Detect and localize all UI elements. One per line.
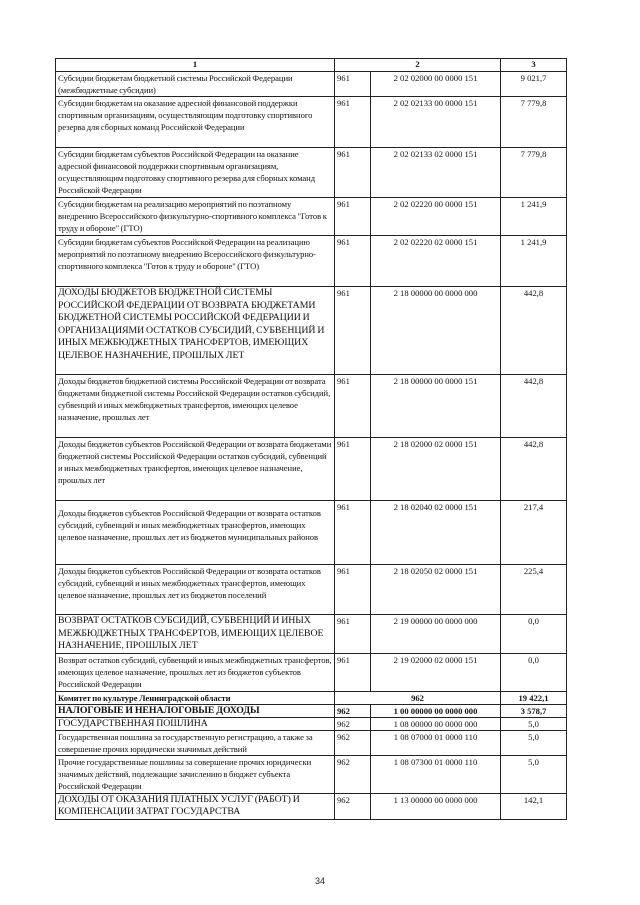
row-code: 2 18 02050 02 0000 151 (371, 565, 501, 615)
row-admin: 961 (335, 615, 371, 654)
row-admin: 961 (335, 287, 371, 375)
table-row (56, 717, 567, 730)
row-admin: 961 (335, 148, 371, 198)
row-amount: 5,0 (501, 755, 567, 793)
row-admin: 962 (335, 704, 371, 717)
row-code: 2 02 02220 00 0000 151 (371, 198, 501, 236)
table-row (56, 287, 567, 375)
table-row (56, 793, 567, 819)
row-amount: 7 779,8 (501, 97, 567, 148)
row-name: НАЛОГОВЫЕ И НЕНАЛОГОВЫЕ ДОХОДЫ (56, 704, 335, 717)
header-col-1: 1 (56, 59, 335, 72)
committee-name: Комитет по культуре Ленинградской области (56, 691, 335, 704)
row-amount: 0,0 (501, 653, 567, 691)
table-row (56, 148, 567, 198)
table-row (56, 375, 567, 438)
row-admin: 961 (335, 501, 371, 565)
row-name: Доходы бюджетов бюджетной системы Российской Федерации от возврата бюджетами бюджетной системы Российской Федерации остатков субсидий, субвенций и иных межбюджетных трансфертов, имеющих целевое назначение, прошлых лет (56, 375, 335, 438)
table-row (56, 615, 567, 654)
row-name: Субсидии бюджетам субъектов Российской Федерации на реализацию мероприятий по поэтапному внедрению Всероссийского физкультурно-спортивного комплекса "Готов к труду и обороне" (ГТО) (56, 236, 335, 287)
revenue-table (55, 58, 567, 820)
table-row (56, 704, 567, 717)
row-code: 2 02 02133 02 0000 151 (371, 148, 501, 198)
row-admin: 962 (335, 755, 371, 793)
row-code: 1 08 07300 01 0000 110 (371, 755, 501, 793)
row-code: 2 19 02000 02 0000 151 (371, 653, 501, 691)
row-code: 2 02 02000 00 0000 151 (371, 72, 501, 97)
row-amount: 3 578,7 (501, 704, 567, 717)
row-amount: 142,1 (501, 793, 567, 819)
table-row (56, 653, 567, 691)
row-name: Доходы бюджетов субъектов Российской Федерации от возврата остатков субсидий, субвенций и иных межбюджетных трансфертов, имеющих целевое назначение, прошлых лет из бюджетов поселений (56, 565, 335, 615)
row-amount: 442,8 (501, 287, 567, 375)
row-name: Субсидии бюджетам на оказание адресной финансовой поддержки спортивным организациям, осуществляющим подготовку спортивного резерва для сборных команд Российской Федерации (56, 97, 335, 148)
row-admin: 961 (335, 565, 371, 615)
row-admin: 961 (335, 97, 371, 148)
row-admin: 961 (335, 198, 371, 236)
header-col-2: 2 (335, 59, 501, 72)
row-code: 2 18 02000 02 0000 151 (371, 438, 501, 501)
table-header-row (56, 59, 567, 72)
row-admin: 961 (335, 72, 371, 97)
table-row (56, 236, 567, 287)
committee-admin: 962 (335, 691, 501, 704)
row-amount: 9 021,7 (501, 72, 567, 97)
table-row (56, 198, 567, 236)
page-number: 34 (314, 876, 325, 886)
row-admin: 961 (335, 375, 371, 438)
table-row (56, 438, 567, 501)
row-name: Государственная пошлина за государственную регистрацию, а также за совершение прочих юридически значимых действий (56, 730, 335, 755)
header-col-3: 3 (501, 59, 567, 72)
row-name: Доходы бюджетов субъектов Российской Федерации от возврата бюджетами бюджетной системы Российской Федерации остатков субсидий, субвенций и иных межбюджетных трансфертов, имеющих целевое назначение, прошлых лет (56, 438, 335, 501)
table-row (56, 97, 567, 148)
row-code: 2 02 02133 00 0000 151 (371, 97, 501, 148)
table-row (56, 501, 567, 565)
row-amount: 442,8 (501, 375, 567, 438)
row-code: 2 18 02040 02 0000 151 (371, 501, 501, 565)
row-name: ГОСУДАРСТВЕННАЯ ПОШЛИНА (56, 717, 335, 730)
row-code: 1 08 07000 01 0000 110 (371, 730, 501, 755)
table-row (56, 755, 567, 793)
row-code: 2 18 00000 00 0000 151 (371, 375, 501, 438)
row-name: Субсидии бюджетам субъектов Российской Федерации на оказание адресной финансовой поддержки спортивным организациям, осуществляющим подготовку спортивного резерва для сборных команд Российской Федерации (56, 148, 335, 198)
row-code: 1 13 00000 00 0000 000 (371, 793, 501, 819)
row-amount: 5,0 (501, 717, 567, 730)
row-code: 1 08 00000 00 0000 000 (371, 717, 501, 730)
row-amount: 217,4 (501, 501, 567, 565)
row-name: ВОЗВРАТ ОСТАТКОВ СУБСИДИЙ, СУБВЕНЦИЙ И ИНЫХ МЕЖБЮДЖЕТНЫХ ТРАНСФЕРТОВ, ИМЕЮЩИХ ЦЕЛЕВОЕ НАЗНАЧЕНИЕ, ПРОШЛЫХ ЛЕТ (56, 615, 335, 654)
row-amount: 225,4 (501, 565, 567, 615)
committee-row (56, 691, 567, 704)
row-amount: 1 241,9 (501, 236, 567, 287)
row-amount: 442,8 (501, 438, 567, 501)
row-amount: 5,0 (501, 730, 567, 755)
row-code: 2 19 00000 00 0000 000 (371, 615, 501, 654)
row-name: Прочие государственные пошлины за совершение прочих юридически значимых действий, подлежащие зачислению в бюджет субъекта Российской Федерации (56, 755, 335, 793)
row-name: ДОХОДЫ ОТ ОКАЗАНИЯ ПЛАТНЫХ УСЛУГ (РАБОТ) И КОМПЕНСАЦИИ ЗАТРАТ ГОСУДАРСТВА (56, 793, 335, 819)
row-admin: 961 (335, 438, 371, 501)
row-name: Субсидии бюджетам бюджетной системы Российской Федерации (межбюджетные субсидии) (56, 72, 335, 97)
committee-amount: 19 422,1 (501, 691, 567, 704)
row-code: 2 18 00000 00 0000 000 (371, 287, 501, 375)
row-name: Субсидии бюджетам на реализацию мероприятий по поэтапному внедрению Всероссийского физкультурно-спортивного комплекса "Готов к труду и обороне" (ГТО) (56, 198, 335, 236)
row-name: Возврат остатков субсидий, субвенций и иных межбюджетных трансфертов, имеющих целевое назначение, прошлых лет из бюджетов субъектов Российской Федерации (56, 653, 335, 691)
table-row (56, 730, 567, 755)
row-admin: 961 (335, 653, 371, 691)
row-admin: 962 (335, 793, 371, 819)
row-amount: 1 241,9 (501, 198, 567, 236)
row-code: 2 02 02220 02 0000 151 (371, 236, 501, 287)
row-amount: 7 779,8 (501, 148, 567, 198)
row-admin: 961 (335, 236, 371, 287)
row-code: 1 00 00000 00 0000 000 (371, 704, 501, 717)
table-row (56, 72, 567, 97)
row-name: Доходы бюджетов субъектов Российской Федерации от возврата остатков субсидий, субвенций и иных межбюджетных трансфертов, имеющих целевое назначение, прошлых лет из бюджетов муниципальных районов (56, 501, 335, 565)
row-amount: 0,0 (501, 615, 567, 654)
row-name: ДОХОДЫ БЮДЖЕТОВ БЮДЖЕТНОЙ СИСТЕМЫ РОССИЙСКОЙ ФЕДЕРАЦИИ ОТ ВОЗВРАТА БЮДЖЕТАМИ БЮДЖЕТНОЙ СИСТЕМЫ РОССИЙСКОЙ ФЕДЕРАЦИИ И ОРГАНИЗАЦИЯМИ ОСТАТКОВ СУБСИДИЙ, СУБВЕНЦИЙ И ИНЫХ МЕЖБЮДЖЕТНЫХ ТРАНСФЕРТОВ, ИМЕЮЩИХ ЦЕЛЕВОЕ НАЗНАЧЕНИЕ, ПРОШЛЫХ ЛЕТ (56, 287, 335, 375)
row-admin: 962 (335, 717, 371, 730)
row-admin: 962 (335, 730, 371, 755)
table-row (56, 565, 567, 615)
